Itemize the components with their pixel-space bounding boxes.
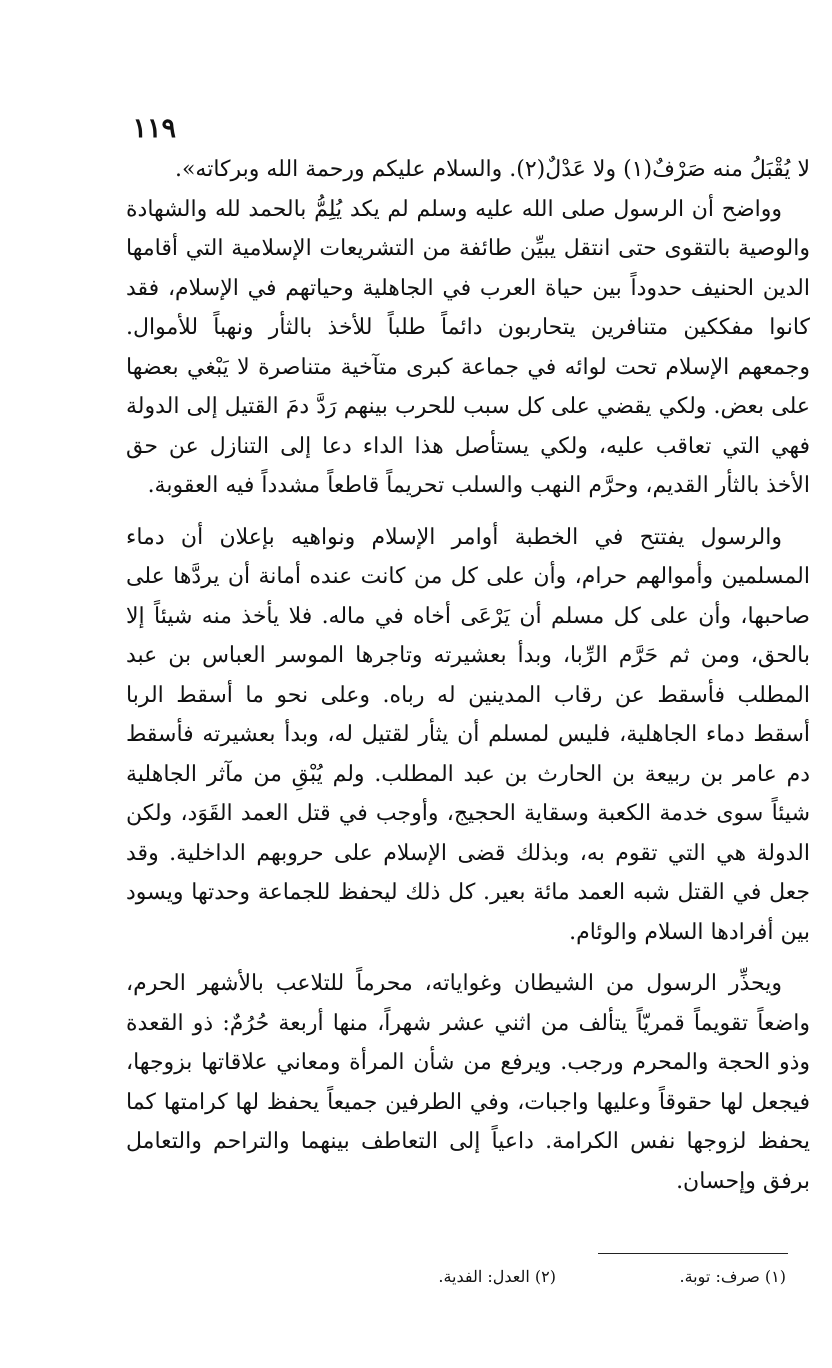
paragraph-sermon-analysis: وواضح أن الرسول صلى الله عليه وسلم لم يكد يُلِمُّ بالحمد لله والشهادة والوصية بالتقوى حتى انتقل يبيِّن طائفة من التشريعات الإسلامية التي أقامها الدين الحنيف حدوداً بين حياة العرب في الجاهلية وحياتهم في الإسلام، فقد كانوا مفككين متنافرين يتحاربون دائماً طلباً للأخذ بالثأر ونهباً للأموال. وجمعهم الإسلام تحت لوائه في جماعة كبرى متآخية متناصرة لا يَبْغي بعضها على بعض. ولكي يقضي على كل سبب للحرب بينهم رَدَّ دمَ القتيل إلى الدولة فهي التي تعاقب عليه، ولكي يستأصل هذا الداء دعا إلى التنازل عن حق الأخذ بالثأر القديم، وحرَّم النهب والسلب تحريماً قاطعاً مشدداً فيه العقوبة. <box>126 196 810 498</box>
paragraph-warnings-and-women: ويحذِّر الرسول من الشيطان وغواياته، محرماً للتلاعب بالأشهر الحرم، واضعاً تقويماً قمريّاً يتألف من اثني عشر شهراً، منها أربعة حُرُمٌ: ذو القعدة وذو الحجة والمحرم ورجب. ويرفع من شأن المرأة ومعاني علاقاتها بزوجها، فيجعل لها حقوقاً وعليها واجبات، وفي الطرفين جميعاً يحفظ لها كرامتها كما يحفظ لزوجها نفس الكرامة. داعياً إلى التعاطف بينهما والتراحم والتعامل برفق وإحسان. <box>126 971 810 1194</box>
footnote-divider <box>598 1253 788 1254</box>
body-text <box>126 150 810 1201</box>
footnote-1: (١) صرف: توبة. <box>679 1267 786 1286</box>
paragraph-sermon-end: لا يُقْبَلُ منه صَرْفٌ(١) ولا عَدْلٌ(٢). والسلام عليكم ورحمة الله وبركاته». <box>174 157 810 182</box>
paragraph-islamic-rulings: والرسول يفتتح في الخطبة أوامر الإسلام ونواهيه بإعلان أن دماء المسلمين وأموالهم حرام، وأن على كل من كانت عنده أمانة أن يردَّها على صاحبها، وأن على كل مسلم أن يَرْعَى أخاه في ماله. فلا يأخذ منه شيئاً إلا بالحق، ومن ثم حَرَّم الرِّبا، وبدأ بعشيرته وتاجرها الموسر العباس بن عبد المطلب فأسقط عن رقاب المدينين له رباه. وعلى نحو ما أسقط الربا أسقط دماء الجاهلية، فليس لمسلم أن يثأر لقتيل له، وبدأ بعشيرته فأسقط دم عامر بن ربيعة بن الحارث بن عبد المطلب. ولم يُبْقِ من مآثر الجاهلية شيئاً سوى خدمة الكعبة وسقاية الحجيج، وأوجب في قتل العمد القَوَد، ولكن الدولة هي التي تقوم به، وبذلك قضى الإسلام على حروبهم الداخلية. وقد جعل في القتل شبه العمد مائة بعير. كل ذلك ليحفظ للجماعة وحدتها ويسود بين أفرادها السلام والوئام. <box>126 524 810 945</box>
footnote-2: (٢) العدل: الفدية. <box>438 1267 556 1286</box>
page-number: ١١٩ <box>132 113 176 144</box>
footnotes <box>230 1262 786 1292</box>
